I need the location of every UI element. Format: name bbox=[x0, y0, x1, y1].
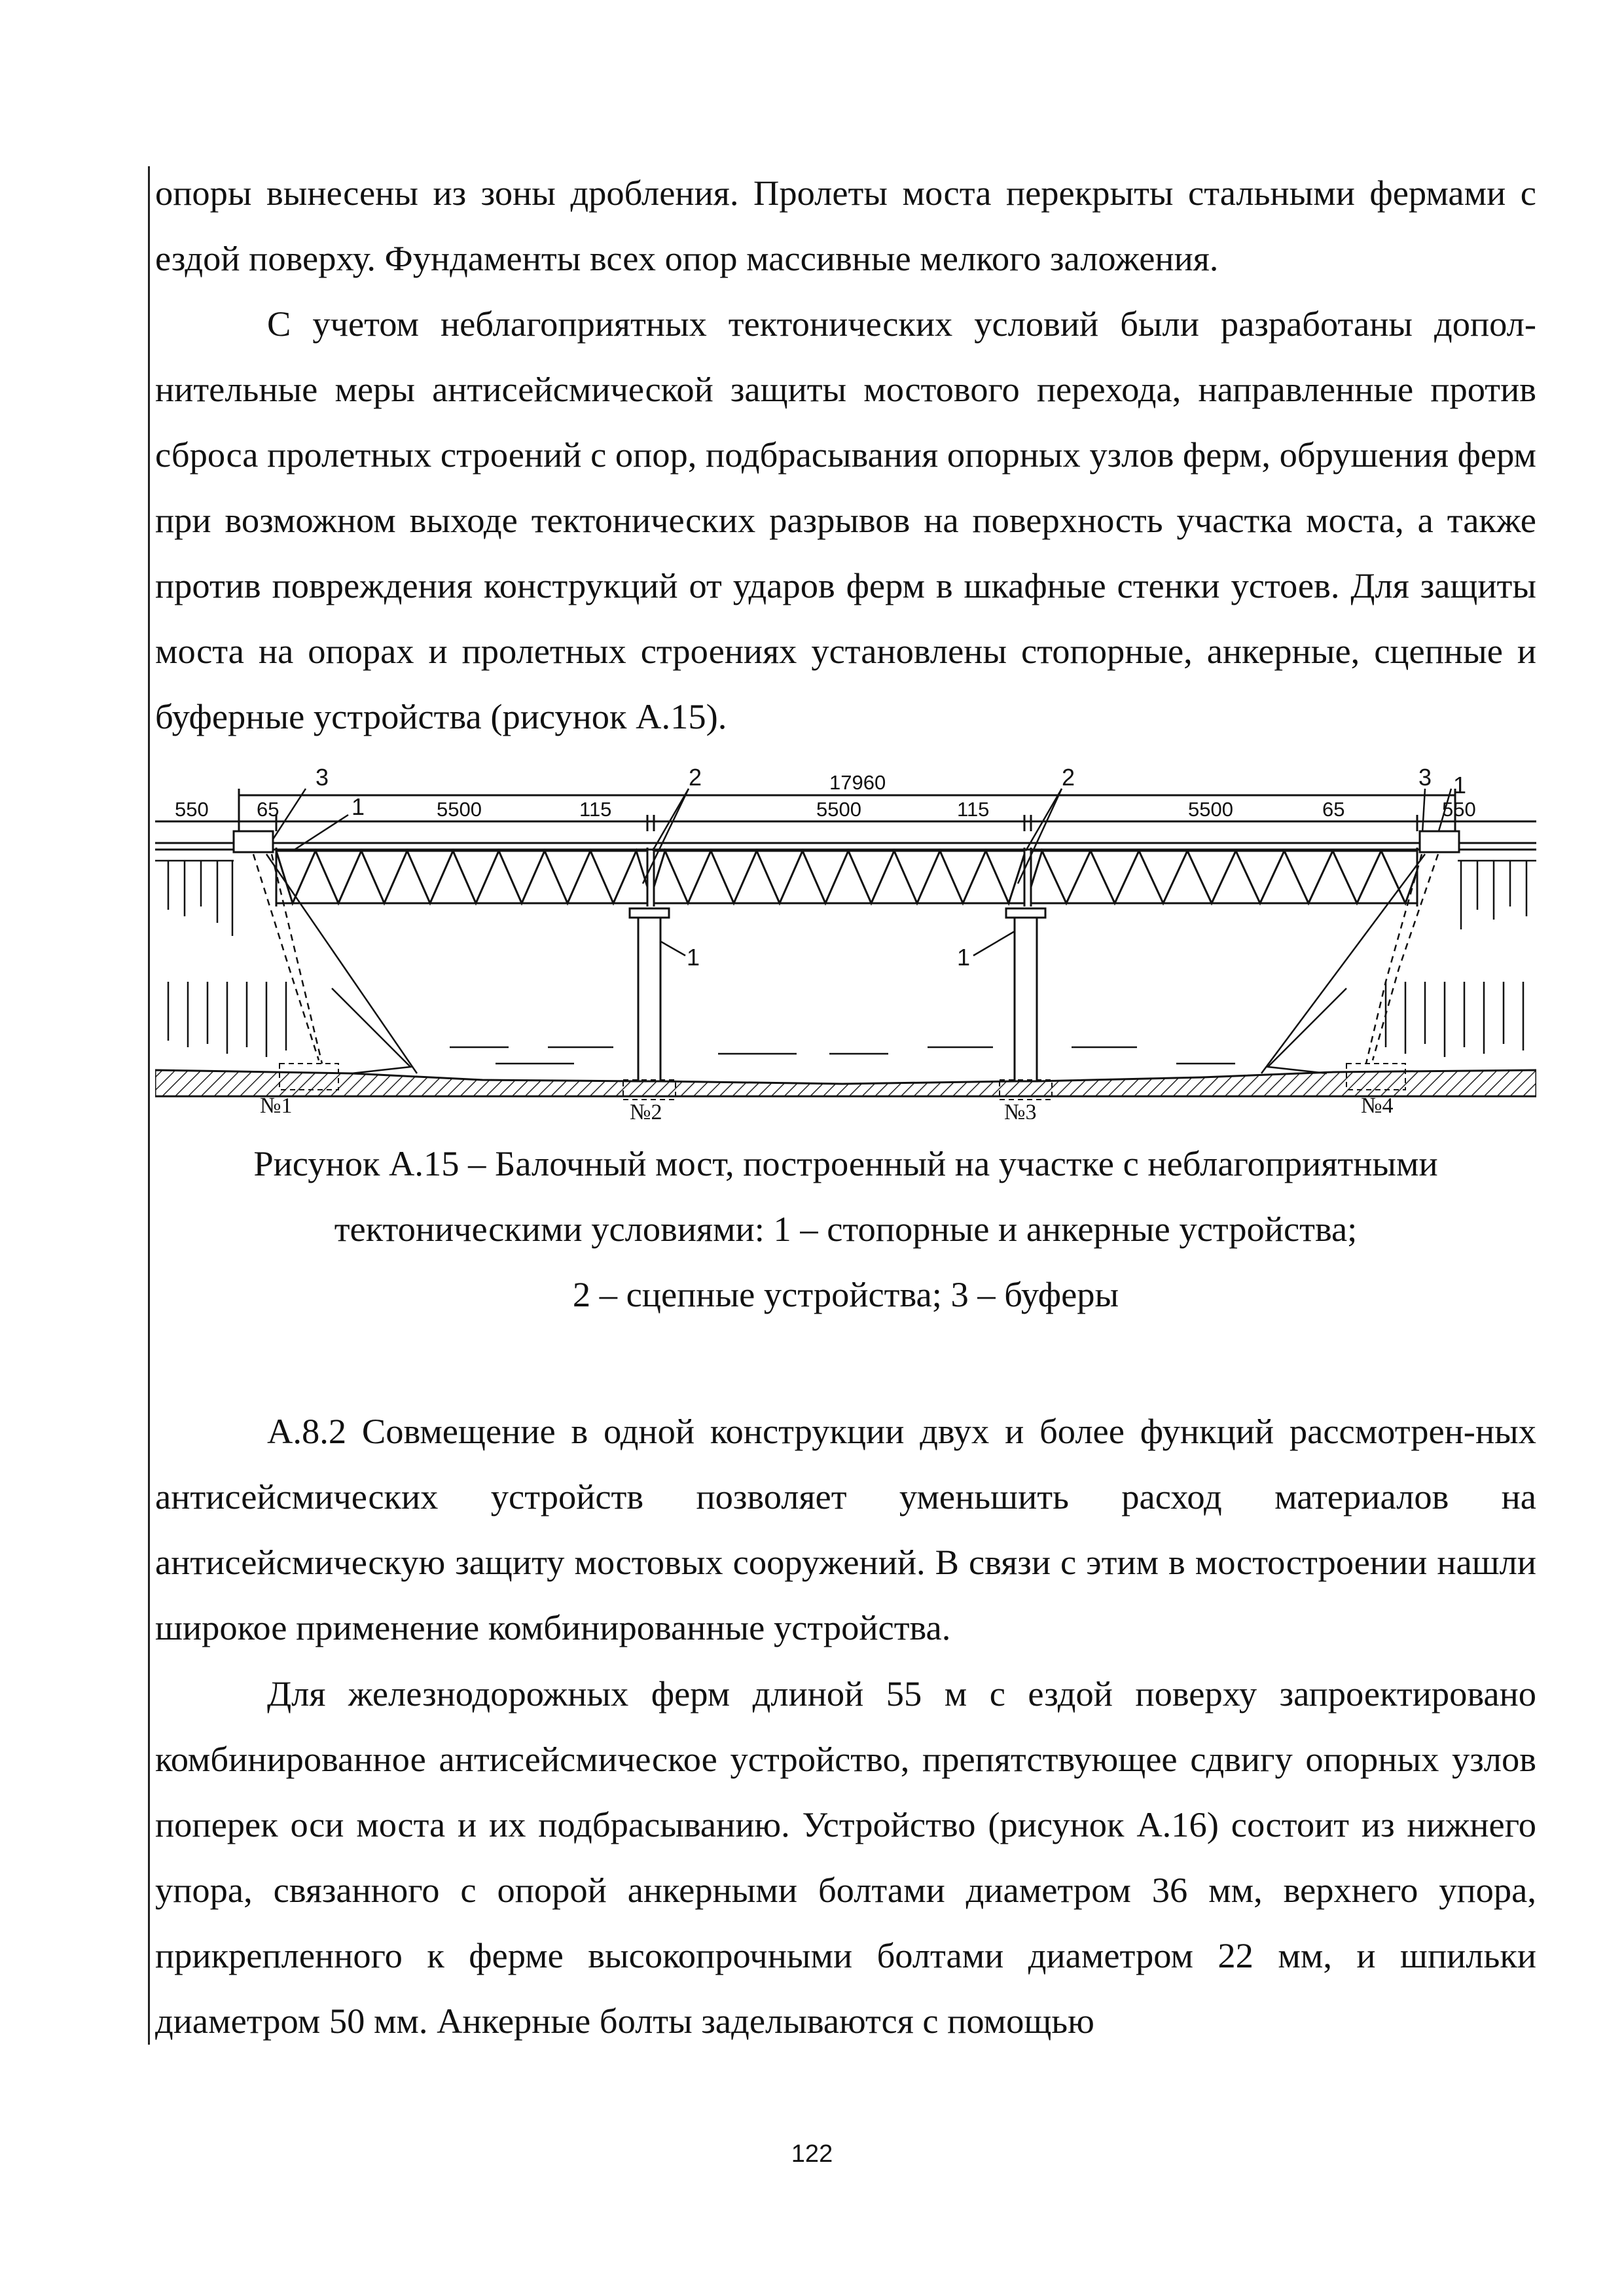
dim-label: 115 bbox=[579, 798, 612, 821]
callout-label: 2 bbox=[1062, 766, 1075, 791]
callout-label: 1 bbox=[957, 944, 971, 971]
ground-profile bbox=[155, 1070, 1536, 1096]
pier-labels bbox=[260, 1094, 1393, 1119]
water-lines bbox=[450, 1047, 1235, 1064]
caption-line-3: 2 – сцепные устройства; 3 – буферы bbox=[572, 1274, 1119, 1314]
callout-label: 1 bbox=[352, 793, 365, 820]
dim-label: 5500 bbox=[437, 798, 482, 821]
bridge-figure bbox=[155, 766, 1536, 1119]
paragraph-1 bbox=[155, 160, 1536, 291]
paragraph-3-text: А.8.2 Совмещение в одной конструкции двух и более функций рассмотрен-ных антисейсмических устройств позволяет уменьшить расход материалов на антисейсмическую защиту мостовых сооружений. В связи с этим в мостостроении нашли широкое применение комбинированные устройства. bbox=[155, 1411, 1536, 1647]
caption-line-2: тектоническими условиями: 1 – стопорные и анкерные устройства; bbox=[334, 1209, 1358, 1249]
dim-label: 5500 bbox=[816, 798, 861, 821]
deck bbox=[155, 831, 1536, 906]
figure-caption bbox=[155, 1131, 1536, 1327]
dim-label: 65 bbox=[257, 798, 280, 821]
paragraph-2-text: С учетом неблагоприятных тектонических условий были разработаны допол-нительные меры антисейсмической защиты мостового перехода, направленные против сброса пролетных строений с опор, подбрасывания опорных узлов ферм, обрушения ферм при возможном выходе тектонических разрывов на поверхность участка моста, а также против повреждения конструкций от ударов ферм в шкафные стенки устоев. Для защиты моста на опорах и пролетных строениях установлены стопорные, анкерные, сцепные и буферные устройства (рисунок А.15). bbox=[155, 304, 1537, 736]
margin-rule bbox=[148, 166, 150, 2045]
pier-label: №2 bbox=[630, 1100, 662, 1119]
dim-label: 550 bbox=[1442, 798, 1476, 821]
total-length-label: 17960 bbox=[829, 771, 886, 794]
pier-label: №1 bbox=[260, 1094, 293, 1118]
pier-label: №3 bbox=[1004, 1100, 1037, 1119]
paragraph-1-text: опоры вынесены из зоны дробления. Пролеты моста перекрыты стальными фермами с ездой поверху. Фундаменты всех опор массивные мелкого заложения. bbox=[155, 173, 1536, 278]
callout-label: 3 bbox=[1418, 766, 1432, 791]
paragraph-2 bbox=[155, 291, 1536, 749]
callout-label: 2 bbox=[689, 766, 702, 791]
paragraph-4 bbox=[155, 1661, 1536, 2054]
pier-label: №4 bbox=[1361, 1094, 1394, 1118]
piers bbox=[630, 908, 1045, 1081]
page-number: 122 bbox=[791, 2140, 833, 2168]
bridge-drawing bbox=[155, 766, 1536, 1119]
paragraph-4-text: Для железнодорожных ферм длиной 55 м с ездой поверху запроектировано комбинированное антисейсмическое устройство, препятствующее сдвигу опорных узлов поперек оси моста и их подбрасыванию. Устройство (рисунок А.16) состоит из нижнего упора, связанного с опорой анкерными болтами диаметром 36 мм, верхнего упора, прикрепленного к ферме высокопрочными болтами диаметром 22 мм, и шпильки диаметром 50 мм. Анкерные болты заделываются с помощью bbox=[155, 1674, 1536, 2041]
callout-label: 1 bbox=[687, 944, 700, 971]
paragraph-3 bbox=[155, 1399, 1536, 1660]
dim-label: 550 bbox=[175, 798, 209, 821]
abutments bbox=[155, 854, 1536, 1073]
callout-labels bbox=[316, 766, 1466, 971]
dim-label: 65 bbox=[1322, 798, 1345, 821]
caption-line-1: Рисунок А.15 – Балочный мост, построенный на участке с неблагоприятными bbox=[253, 1143, 1438, 1183]
dim-label: 5500 bbox=[1188, 798, 1233, 821]
dim-label: 115 bbox=[957, 798, 990, 821]
callout-label: 3 bbox=[316, 766, 329, 791]
callout-label: 1 bbox=[1453, 772, 1467, 798]
